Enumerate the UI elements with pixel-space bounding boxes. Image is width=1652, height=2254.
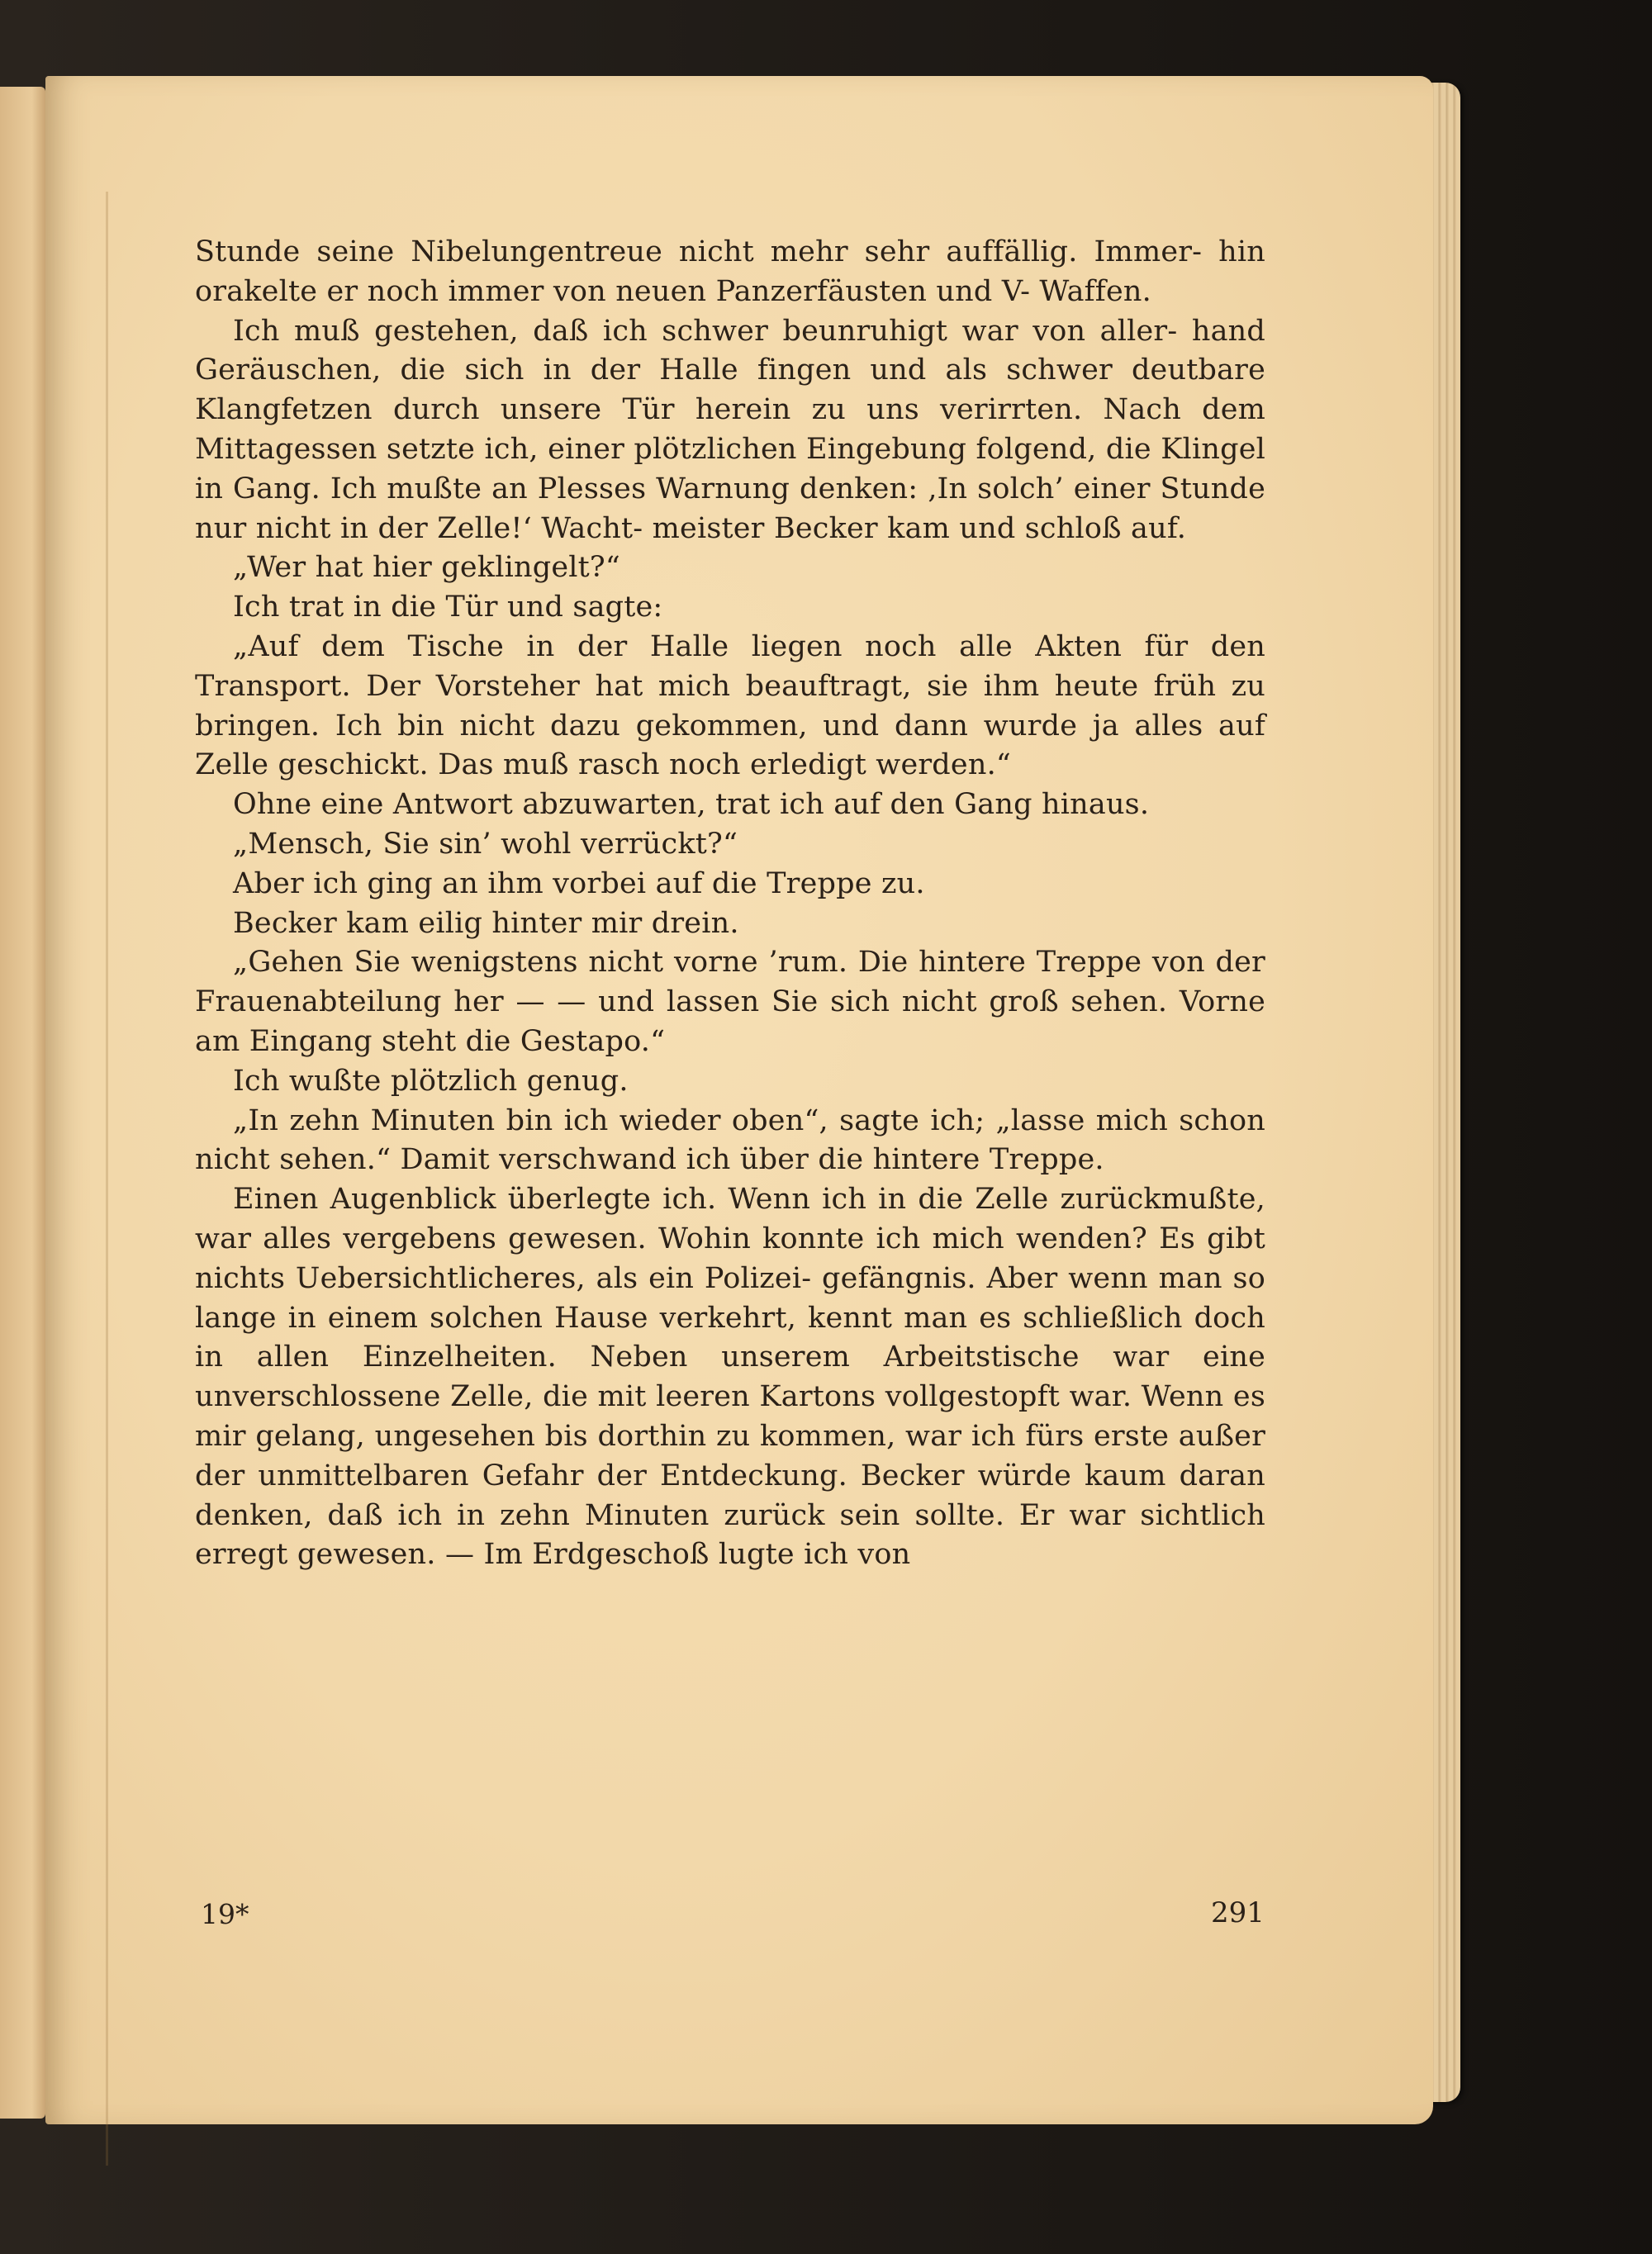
paragraph: Ich trat in die Tür und sagte: (233, 591, 663, 624)
gutter-shadow (106, 192, 108, 2166)
paragraph: Stunde seine Nibelungentreue nicht mehr sehr auffällig. Immer- hin orakelte er noch immer von neuen Panzerfäusten und V- Waffen. (195, 235, 1265, 308)
paragraph: Ohne eine Antwort abzuwarten, trat ich auf den Gang hinaus. (233, 788, 1150, 822)
body-text (195, 233, 1265, 1575)
paragraph: Ich wußte plötzlich genug. (233, 1064, 629, 1098)
paragraph: Aber ich ging an ihm vorbei auf die Treppe zu. (233, 866, 925, 900)
paragraph: „Mensch, Sie sin’ wohl verrückt?“ (233, 827, 738, 861)
page-number: 291 (1211, 1896, 1265, 1929)
paragraph: „Auf dem Tische in der Halle liegen noch alle Akten für den Transport. Der Vorsteher hat mich beauftragt, sie ihm heute früh zu bringen. Ich bin nicht dazu gekommen, und dann wurde ja alles auf Zelle geschickt. Das muß rasch noch erledigt werden.“ (195, 629, 1265, 782)
paragraph: „Wer hat hier geklingelt?“ (233, 551, 620, 585)
paragraph: Einen Augenblick überlegte ich. Wenn ich in die Zelle zurückmußte, war alles vergebens gewesen. Wohin konnte ich mich wenden? Es gibt nichts Uebersichtlicheres, als ein Polizei- gefängnis. Aber wenn man so lange in einem solchen Hause verkehrt, kennt man es schließlich doch in allen Einzelheiten. Neben unserem Arbeitstische war eine unverschlossene Zelle, die mit leeren Kartons vollgestopft war. Wenn es mir gelang, ungesehen bis dorthin zu kommen, war ich fürs erste außer der unmittelbaren Gefahr der Entdeckung. Becker würde kaum daran denken, daß ich in zehn Minuten zurück sein sollte. Er war sichtlich erregt gewesen. — Im Erdgeschoß lugte ich von (195, 1183, 1265, 1572)
paragraph: Becker kam eilig hinter mir drein. (233, 906, 739, 940)
signature-mark: 19* (201, 1898, 249, 1930)
paragraph: Ich muß gestehen, daß ich schwer beunruhigt war von aller- hand Geräuschen, die sich in der Halle fingen und als schwer deutbare Klangfetzen durch unsere Tür herein zu uns verirrten. Nach dem Mittagessen setzte ich, einer plötzlichen Eingebung folgend, die Klingel in Gang. Ich mußte an Plesses Warnung denken: ‚In solch’ einer Stunde nur nicht in der Zelle!‘ Wacht- meister Becker kam und schloß auf. (195, 314, 1265, 545)
facing-page-edge (0, 87, 45, 2119)
paragraph: „In zehn Minuten bin ich wieder oben“, sagte ich; „lasse mich schon nicht sehen.“ Damit verschwand ich über die hintere Treppe. (195, 1103, 1265, 1177)
paragraph: „Gehen Sie wenigstens nicht vorne ’rum. Die hintere Treppe von der Frauenabteilung her — — und lassen Sie sich nicht groß sehen. Vorne am Eingang steht die Gestapo.“ (195, 946, 1265, 1058)
